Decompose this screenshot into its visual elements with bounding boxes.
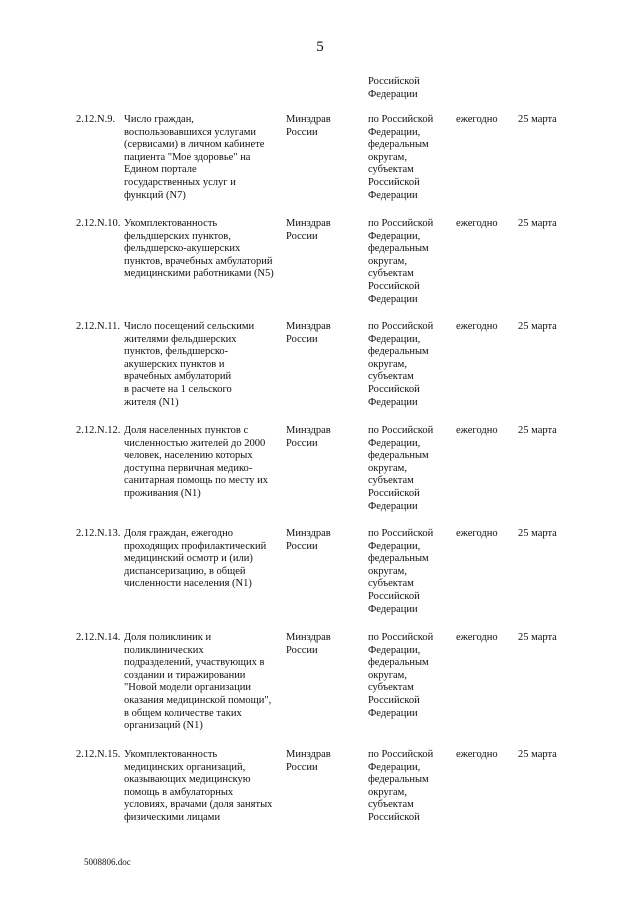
row-frequency: ежегодно (456, 632, 498, 643)
row-level: по Российской Федерации, федеральным округам, субъектам Российской Федерации (368, 321, 434, 408)
row-deadline: 25 марта (518, 528, 557, 539)
continued-level-text: Российской Федерации (368, 76, 420, 100)
row-deadline: 25 марта (518, 321, 557, 332)
row-code: 2.12.N.10. (76, 218, 121, 229)
row-level: по Российской Федерации, федеральным округам, субъектам Российской (368, 749, 434, 823)
row-indicator-name: Число граждан, воспользовавшихся услугами (сервисами) в личном кабинете пациента "Мое здоровье" на Едином портале государственных услуг и функций (N7) (124, 114, 265, 201)
row-level: по Российской Федерации, федеральным округам, субъектам Российской Федерации (368, 114, 434, 201)
row-code: 2.12.N.15. (76, 749, 121, 760)
row-department: Минздрав России (286, 528, 331, 552)
row-code: 2.12.N.12. (76, 425, 121, 436)
row-deadline: 25 марта (518, 749, 557, 760)
row-indicator-name: Укомплектованность фельдшерских пунктов, фельдшерско-акушерских пунктов, врачебных амбулаторий медицинскими работниками (N5) (124, 218, 274, 280)
row-department: Минздрав России (286, 114, 331, 138)
row-frequency: ежегодно (456, 218, 498, 229)
row-indicator-name: Доля населенных пунктов с численностью жителей до 2000 человек, населению которых доступна первичная медико- санитарная помощь по месту их проживания (N1) (124, 425, 269, 499)
row-indicator-name: Доля граждан, ежегодно проходящих профилактический медицинский осмотр и (или) диспансеризацию, в общей численности населения (N1) (124, 528, 267, 590)
row-department: Минздрав России (286, 321, 331, 345)
row-deadline: 25 марта (518, 425, 557, 436)
row-frequency: ежегодно (456, 528, 498, 539)
footer-filename: 5008806.doc (84, 857, 131, 867)
row-frequency: ежегодно (456, 425, 498, 436)
row-deadline: 25 марта (518, 114, 557, 125)
row-level: по Российской Федерации, федеральным округам, субъектам Российской Федерации (368, 528, 434, 615)
row-frequency: ежегодно (456, 114, 498, 125)
row-department: Минздрав России (286, 632, 331, 656)
row-deadline: 25 марта (518, 632, 557, 643)
row-department: Минздрав России (286, 425, 331, 449)
row-level: по Российской Федерации, федеральным округам, субъектам Российской Федерации (368, 632, 434, 719)
page-number: 5 (316, 39, 324, 55)
row-code: 2.12.N.9. (76, 114, 116, 125)
row-deadline: 25 марта (518, 218, 557, 229)
row-code: 2.12.N.13. (76, 528, 121, 539)
row-department: Минздрав России (286, 749, 331, 773)
row-code: 2.12.N.11. (76, 321, 120, 332)
row-indicator-name: Число посещений сельскими жителями фельдшерских пунктов, фельдшерско- акушерских пунктов и врачебных амбулаторий в расчете на 1 сельского жителя (N1) (124, 321, 255, 408)
row-indicator-name: Доля поликлиник и поликлинических подразделений, участвующих в создании и тиражировании "Новой модели организации оказания медицинской помощи", в общем количестве таких организаций (N1) (124, 632, 272, 732)
row-level: по Российской Федерации, федеральным округам, субъектам Российской Федерации (368, 425, 434, 512)
row-code: 2.12.N.14. (76, 632, 121, 643)
row-frequency: ежегодно (456, 321, 498, 332)
row-department: Минздрав России (286, 218, 331, 242)
row-frequency: ежегодно (456, 749, 498, 760)
row-indicator-name: Укомплектованность медицинских организаций, оказывающих медицинскую помощь в амбулаторных условиях, врачами (доля занятых физическими лицами (124, 749, 273, 823)
row-level: по Российской Федерации, федеральным округам, субъектам Российской Федерации (368, 218, 434, 305)
